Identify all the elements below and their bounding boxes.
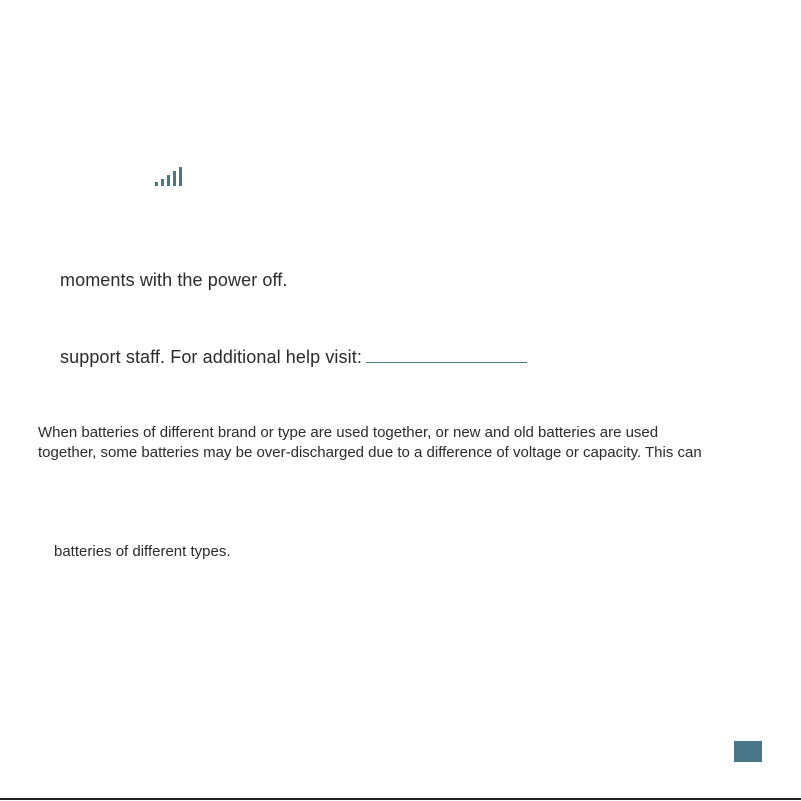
- battery-warning-paragraph: [38, 423, 778, 463]
- text-line-power-off: moments with the power off.: [60, 270, 288, 290]
- signal-bar-2: [161, 179, 164, 186]
- signal-bar-3: [167, 175, 170, 186]
- text-line-battery-types: batteries of different types.: [54, 543, 231, 560]
- help-link-blank[interactable]: [366, 348, 527, 363]
- signal-bar-1: [155, 182, 158, 186]
- page-marker: [734, 741, 762, 762]
- paragraph-line: together, some batteries may be over-discharged due to a difference of voltage or capacity. This can: [38, 444, 702, 461]
- footer-divider: [0, 798, 801, 800]
- signal-strength-icon: [155, 166, 185, 186]
- support-text: support staff. For additional help visit:: [60, 347, 362, 367]
- signal-bar-5: [179, 167, 182, 186]
- text-line-support: [60, 347, 527, 368]
- signal-bar-4: [173, 171, 176, 186]
- paragraph-line: When batteries of different brand or type are used together, or new and old batteries are used: [38, 424, 659, 441]
